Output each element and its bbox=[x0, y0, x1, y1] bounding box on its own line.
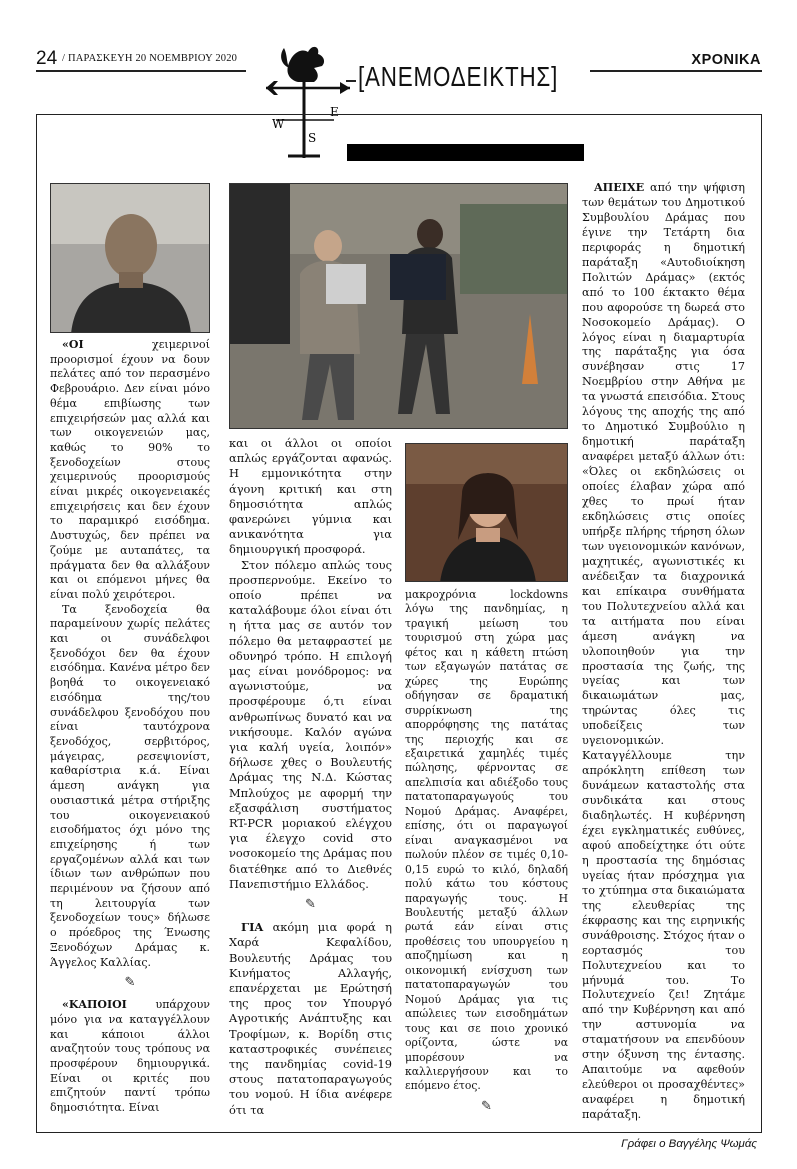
col1-paragraph-2: Τα ξενοδοχεία θα παραμείνουν χωρίς πελάτες και οι συνάδελφοι ξενοδόχοι δεν θα έχουν εισόδημα. Κανένα μέτρο δεν βοηθά το οικογενειακό εισόδημα της/του συνάδελφου ξενοδόχου που είναι ταυτόχρονα ξενοδόχος, σερβιτόρος, μάγειρας, ρεσεψιονίστ, καθαρίστρια κ.ά. Είναι άμεση ανάγκη για ουσιαστικά μέτρα στήριξης του οικογενειακού εισοδήματος όχι μόνο της επιχείρησης ή των εργαζομένων αλλά και των ίδιων των ανθρώπων που περιμένουν να ζήσουν από τη λειτουργία των ξενοδοχείων τους» δήλωσε ο πρόεδρος της Ένωσης Ξενοδόχων Δράμας κ. Άγγελος Καλλίας. bbox=[50, 602, 210, 969]
masthead-bracket-close: ] bbox=[551, 61, 559, 92]
masthead-text: ΑΝΕΜΟΔΕΙΚΤΗΣ bbox=[365, 61, 552, 92]
separator-icon: ✎ bbox=[124, 975, 136, 991]
vane-letter-s: S bbox=[308, 131, 317, 145]
col1-text-3: υπάρχουν μόνο για να καταγγέλλουν και κάποιοι άλλοι αναζητούν τους τρόπους να προσφέρουν δημιουργικά. Είναι οι κριτές που επιζητούν παντί τρόπω δημοσιότητα. Είναι bbox=[50, 998, 210, 1115]
col2-lead-word-3: ΓΙΑ bbox=[241, 920, 264, 935]
photo-street-clash bbox=[229, 183, 568, 429]
col1-lead-word-3: «ΚΑΠΟΙΟΙ bbox=[62, 998, 127, 1012]
col2-paragraph-2: Στον πόλεμο απλώς τους προσπερνούμε. Εκείνο το οποίο πρέπει να καταλάβουμε όλοι είναι ότι η ήττα μας σε αυτόν τον πόλεμο θα μεταφραστεί με οδυνηρό τρόπο. Η επιλογή μας είναι μονόδρομος: να αγωνιστούμε, να προσφέρουμε ό,τι είναι ανθρωπίνως δυνατό και να νικήσουμε. Καλόν αγώνα για καλή υγεία, λοιπόν» δήλωσε χθες ο Βουλευτής Δράμας της Ν.Δ. Κώστας Μπλούχος με αφορμή την εξασφάλιση συστήματος RT-PCR μοριακού ελέγχου για έλεγχο covid στο νοσοκομείο της Δράμας που διατέθηκε από το Διεθνές Πανεπιστήμιο Ελλάδος. bbox=[229, 557, 392, 891]
vane-letter-w: W bbox=[272, 117, 285, 131]
separator-icon: ✎ bbox=[305, 897, 316, 913]
column-4 bbox=[582, 180, 745, 1123]
col1-paragraph-3 bbox=[50, 998, 210, 1116]
col4-lead-word-1: ΑΠΕΙΧΕ bbox=[594, 180, 645, 194]
masthead-title bbox=[358, 58, 558, 96]
page-number: 24 bbox=[36, 48, 58, 69]
vane-letter-e: E bbox=[330, 105, 339, 119]
col2-paragraph-3 bbox=[229, 920, 392, 1118]
col1-lead-word-1: «ΟΙ bbox=[62, 338, 84, 351]
header-rule-right bbox=[590, 70, 762, 72]
page-date: / ΠΑΡΑΣΚΕΥΗ 20 ΝΟΕΜΒΡΙΟΥ 2020 bbox=[62, 53, 238, 64]
col2-text-3: ακόμη μια φορά η Χαρά Κεφαλίδου, Βουλευτής Δράμας του Κινήματος Αλλαγής, επανέρχεται με Ερώτησή της προς τον Υπουργό Αγροτικής Ανάπτυξης και Τροφίμων, κ. Βορίδη στις καταστροφικές συνέπειες της πανδημίας covid-19 στους πατατοπαραγωγούς του νομού. Η ίδια ανέφερε ότι τα bbox=[229, 920, 392, 1117]
column-3 bbox=[405, 588, 568, 1122]
byline: Γράφει ο Βαγγέλης Ψωμάς bbox=[621, 1138, 757, 1150]
masthead-dash bbox=[346, 80, 356, 82]
col3-paragraph-1: μακροχρόνια lockdowns λόγω της πανδημίας, η τραγική μείωση του τουρισμού στη χώρα μας φέτος και η κάθετη πτώση των εξαγωγών πατάτας σε χώρες της Ευρώπης οδήγησαν σε δραματική συρρίκνωση της απορρόφησης της πατάτας της περιοχής και σε εξαιρετικά χαμηλές τιμές πώλησης, φέρνοντας σε απελπισία και αδιέξοδο τους πατατοπαραγωγούς του Νομού Δράμας. Αναφέρει, επίσης, ότι οι παραγωγοί είναι αναγκασμένοι να πωλούν πλέον σε τιμές 0,10-0,15 ευρώ το κιλό, δηλαδή πολύ κάτω του κόστους παραγωγής τους. Η Βουλευτής μεταξύ άλλων ρωτά εάν είναι στις προθέσεις του υπουργείου η αποζημίωση και η οικονομική ενίσχυση των πατατοπαραγωγών του Νομού Δράμας για τις απώλειες των εισοδημάτων τους και σε ποιο χρονικό ορίζοντα, ώστε να μπορέσουν να καλλιεργήσουν και το επόμενο έτος. bbox=[405, 588, 568, 1093]
photo-hotelier-portrait bbox=[50, 183, 210, 333]
col4-text-1: από την ψήφιση των θεμάτων του Δημοτικού Συμβουλίου Δράμας που έγινε την Τετάρτη δια περιφοράς η δημοτική παράταξη «Αυτοδιοίκηση Πολιτών Δράμας» (εκτός από το 100 έκτακτο θέμα που αφορούσε τη δωρεά στο Νοσοκομείο Δράμας). Ο λόγος είναι η διαμαρτυρία της παράταξης για όσα συνέβησαν στις 17 Νοεμβρίου στην Αθήνα με τα γνωστά επεισόδια. Στους λόγους της αποχής της από το Δημοτικό Συμβούλιο η δημοτική παράταξη αναφέρει μεταξύ άλλων ότι: «Όλες οι εκδηλώσεις οι οποίες έλαβαν χώρα από χθες το πρωί ήταν εκδηλώσεις στις οποίες υπήρξε πλήρης τήρηση όλων των υγειονομικών κανόνων, μαχητικές, αγωνιστικές κι ανέδειξαν τα διαχρονικά και επίκαιρα συνθήματα του Πολυτεχνείου αλλά και τα αιτήματα που είναι άμεση ανάγκη να υλοποιηθούν για την προστασία της ζωής, της υγείας και των δικαιωμάτων μας, τηρώντας όλες τις υποδείξεις των υγειονομικών. Καταγγέλλουμε την απρόκλητη επίθεση των δυνάμεων καταστολής στα συνδικάτα και στους διαδηλωτές. Η κυβέρνηση έχει εγκληματικές ευθύνες, αφού αποδείχτηκε ότι ούτε η προστασία της δημόσιας υγείας ήταν πρόσχημα για το χτύπημα στα δικαιώματα της ελευθερίας της έκφρασης και της ειρηνικής συνάθροισης. Στόχος ήταν ο εορτασμός του Πολυτεχνείου και το μήνυμά του. Το Πολυτεχνείο ζει! Ζητάμε από την Κυβέρνηση και από την αστυνομία να σταματήσουν να επενδύουν στην όξυνση της έντασης. Απαιτούμε να αφεθούν ελεύθεροι οι προσαχθέντες» αναφέρει η δημοτική παράταξη. bbox=[582, 181, 745, 1122]
column-2 bbox=[229, 436, 392, 1118]
photo-mp-speaking bbox=[405, 443, 568, 582]
col4-paragraph-1 bbox=[582, 180, 745, 1123]
col2-paragraph-1: και οι άλλοι οι οποίοι απλώς εργάζονται αφανώς. Η εμμονικότητα στην άγονη κριτική και στη δημοσιότητα απλώς φανερώνει γύμνια και ανικανότητα για δημιουργική προσφορά. bbox=[229, 436, 392, 557]
masthead-bracket-open: [ bbox=[358, 61, 366, 92]
section-label: ΧΡΟΝΙΚΑ bbox=[691, 52, 761, 68]
col1-paragraph-1 bbox=[50, 338, 210, 603]
column-1 bbox=[50, 338, 210, 1116]
col1-text-1: χειμερινοί προορισμοί έχουν να δουν πελάτες από τον περασμένο Φεβρουάριο. Δεν είναι μόνο θέμα επιβίωσης των επιχειρήσεών μας αλλά και των οικογενειών μας, καθώς το 90% το ξενοδοχείων στους χειμερινούς προορισμούς είναι μικρές οικογενειακές επιχειρήσεις και δεν έχουν το παραμικρό εισόδημα. Δυστυχώς, δεν πρέπει να ζούμε με αυταπάτες, τα πράγματα δεν θα αλλάξουν και οι επόμενοι μήνες θα είναι πολύ χειρότεροι. bbox=[50, 338, 210, 601]
header-rule-left bbox=[36, 70, 246, 72]
separator-icon: ✎ bbox=[481, 1098, 492, 1114]
